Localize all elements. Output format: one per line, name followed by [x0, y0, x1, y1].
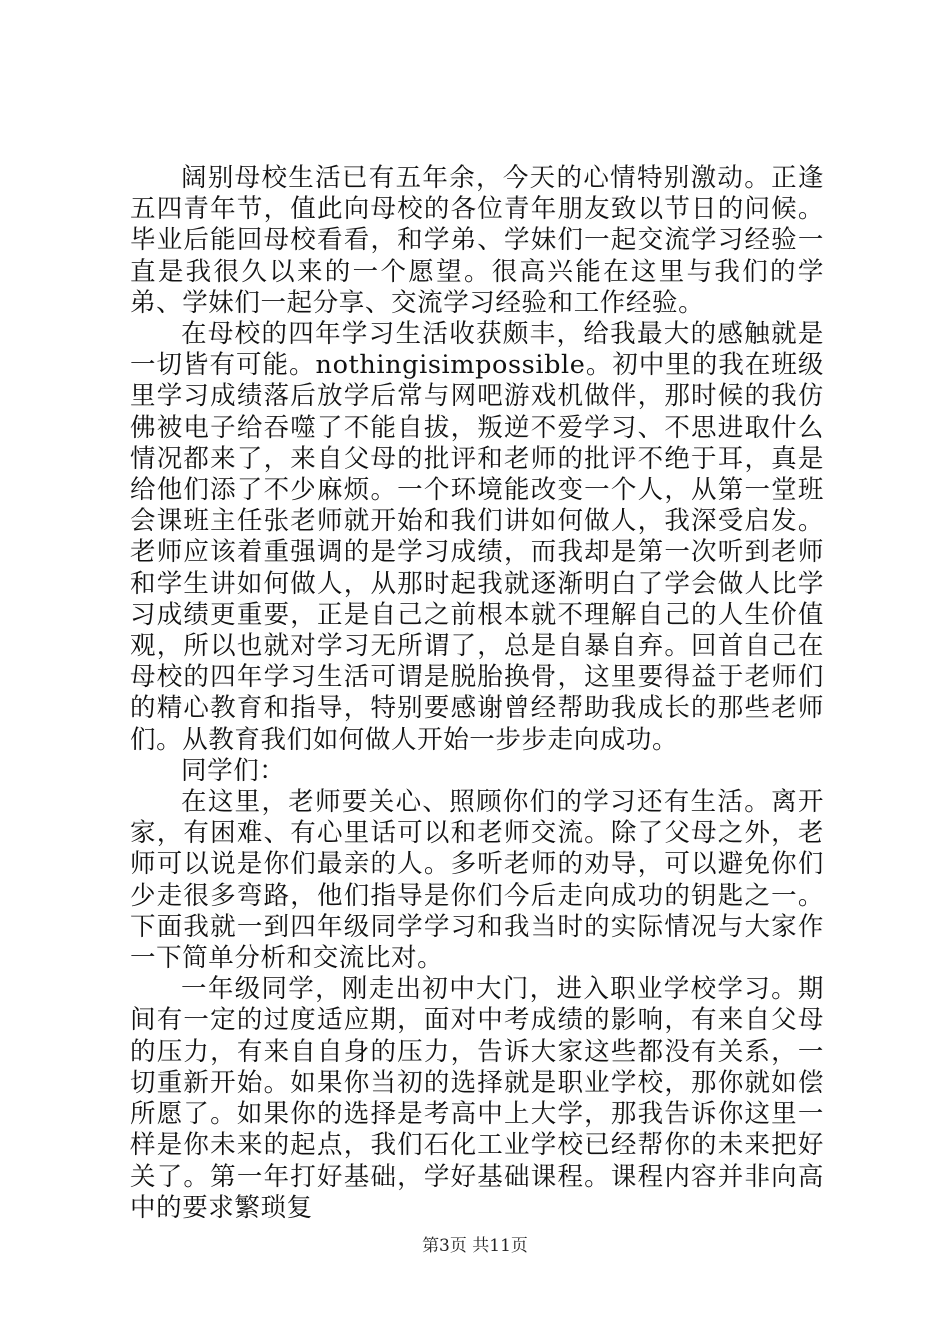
paragraph-3: 同学们：: [181, 755, 286, 786]
document-body: [130, 163, 824, 1224]
page-footer: 第3页 共11页: [422, 1236, 528, 1256]
paragraph-1: 阔别母校生活已有五年余，今天的心情特别激动。正逢五四青年节，值此向母校的各位青年朋友致以节日的问候。毕业后能回母校看看，和学弟、学妹们一起交流学习经验一直是我很久以来的一个愿望。很高兴能在这里与我们的学弟、学妹们一起分享、交流学习经验和工作经验。: [130, 163, 824, 318]
paragraph-2: 在母校的四年学习生活收获颇丰，给我最大的感触就是一切皆有可能。nothingisimpossible。初中里的我在班级里学习成绩落后放学后常与网吧游戏机做伴，那时候的我仿佛被电子给吞噬了不能自拔，叛逆不爱学习、不思进取什么情况都来了，来自父母的批评和老师的批评不绝于耳，真是给他们添了不少麻烦。一个环境能改变一个人，从第一堂班会课班主任张老师就开始和我们讲如何做人，我深受启发。老师应该着重强调的是学习成绩，而我却是第一次听到老师和学生讲如何做人，从那时起我就逐渐明白了学会做人比学习成绩更重要，正是自己之前根本就不理解自己的人生价值观，所以也就对学习无所谓了，总是自暴自弃。回首自己在母校的四年学习生活可谓是脱胎换骨，这里要得益于老师们的精心教育和指导，特别要感谢曾经帮助我成长的那些老师们。从教育我们如何做人开始一步步走向成功。: [130, 319, 824, 755]
paragraph-4: 在这里，老师要关心、照顾你们的学习还有生活。离开家，有困难、有心里话可以和老师交流。除了父母之外，老师可以说是你们最亲的人。多听老师的劝导，可以避免你们少走很多弯路，他们指导是你们今后走向成功的钥匙之一。下面我就一到四年级同学学习和我当时的实际情况与大家作一下简单分析和交流比对。: [130, 787, 824, 974]
paragraph-5: 一年级同学，刚走出初中大门，进入职业学校学习。期间有一定的过度适应期，面对中考成绩的影响，有来自父母的压力，有来自自身的压力，告诉大家这些都没有关系，一切重新开始。如果你当初的选择就是职业学校，那你就如偿所愿了。如果你的选择是考高中上大学，那我告诉你这里一样是你未来的起点，我们石化工业学校已经帮你的未来把好关了。第一年打好基础，学好基础课程。课程内容并非向高中的要求繁琐复: [130, 974, 824, 1223]
